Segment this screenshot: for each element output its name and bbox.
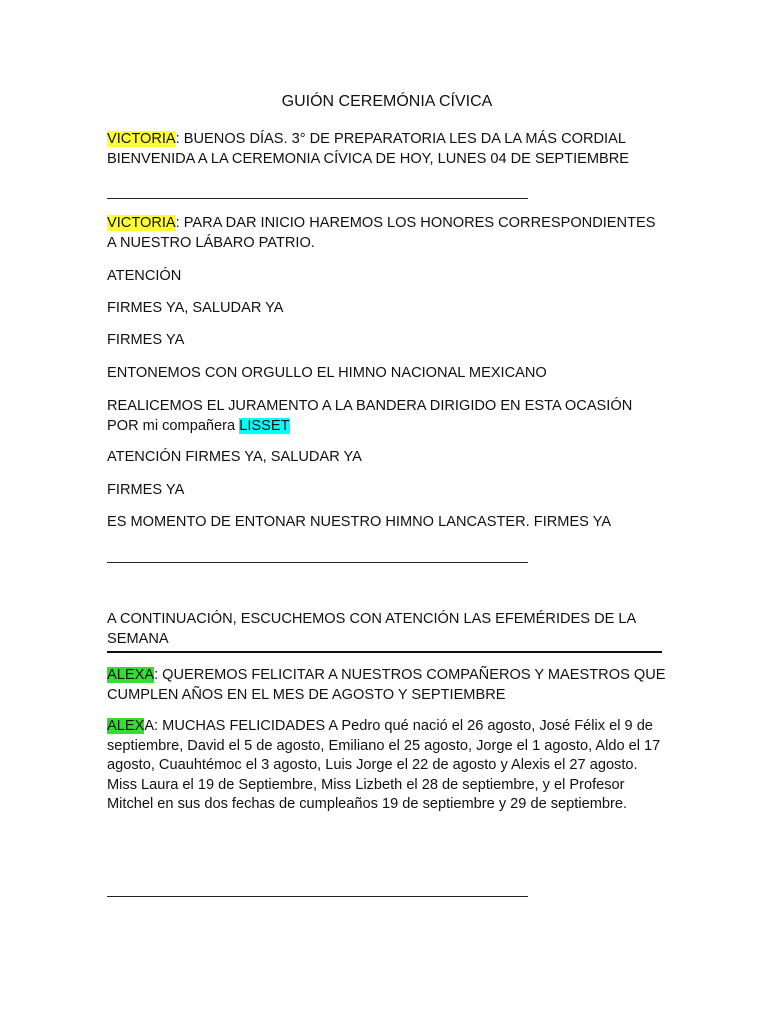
paragraph-welcome [107, 130, 667, 169]
birthdays-text: A: MUCHAS FELICIDADES A Pedro qué nació el 26 agosto, José Félix el 9 de septiembre, David el 5 de agosto, Emiliano el 25 agosto, Jorge el 1 agosto, Aldo el 17 agosto, Cuauhtémoc el 3 agosto, Luis Jorge el 22 de agosto y Alexis el 27 agosto. Miss Laura el 19 de Septiembre, Miss Lizbeth el 28 de septiembre, y el Profesor Mitchel en sus dos fechas de cumpleaños 19 de septiembre y 29 de septiembre. [107, 718, 661, 812]
felicitar-text: : QUEREMOS FELICITAR A NUESTROS COMPAÑEROS Y MAESTROS QUE CUMPLEN AÑOS EN EL MES DE AGOSTO Y SEPTIEMBRE [107, 667, 666, 703]
separator-line [107, 562, 528, 563]
paragraph-himno-nacional: ENTONEMOS CON ORGULLO EL HIMNO NACIONAL MEXICANO [107, 365, 547, 381]
heavy-separator-line [107, 651, 662, 653]
paragraph-honors [107, 214, 667, 253]
speaker-victoria-highlight: VICTORIA [107, 215, 176, 231]
name-lisset-highlight: LISSET [239, 417, 290, 434]
paragraph-himno-lancaster: ES MOMENTO DE ENTONAR NUESTRO HIMNO LANCASTER. FIRMES YA [107, 514, 612, 530]
speaker-alexa-highlight: ALEXA [107, 667, 155, 683]
honors-text: : PARA DAR INICIO HAREMOS LOS HONORES CORRESPONDIENTES A NUESTRO LÁBARO PATRIO. [107, 215, 656, 251]
document-title: GUIÓN CEREMÓNIA CÍVICA [281, 93, 493, 110]
paragraph-felicitar [107, 666, 667, 705]
paragraph-efemerides: A CONTINUACIÓN, ESCUCHEMOS CON ATENCIÓN LAS EFEMÉRIDES DE LA SEMANA [107, 611, 636, 647]
separator-line [107, 198, 528, 199]
separator-line [107, 896, 528, 897]
paragraph-atencion: ATENCIÓN [107, 268, 182, 284]
paragraph-firmes: FIRMES YA [107, 332, 185, 348]
speaker-alexa-highlight: ALEX [107, 718, 145, 734]
paragraph-firmes-saludar: FIRMES YA, SALUDAR YA [107, 300, 284, 316]
speaker-victoria-highlight: VICTORIA [107, 131, 176, 147]
paragraph-birthdays [107, 717, 667, 815]
paragraph-firmes-2: FIRMES YA [107, 482, 185, 498]
paragraph-juramento [107, 397, 667, 436]
juramento-text: REALICEMOS EL JURAMENTO A LA BANDERA DIRIGIDO EN ESTA OCASIÓN POR mi compañera [107, 398, 633, 434]
paragraph-atencion-firmes: ATENCIÓN FIRMES YA, SALUDAR YA [107, 449, 362, 465]
welcome-text: : BUENOS DÍAS. 3° DE PREPARATORIA LES DA LA MÁS CORDIAL BIENVENIDA A LA CEREMONIA CÍVICA DE HOY, LUNES 04 DE SEPTIEMBRE [107, 131, 630, 167]
